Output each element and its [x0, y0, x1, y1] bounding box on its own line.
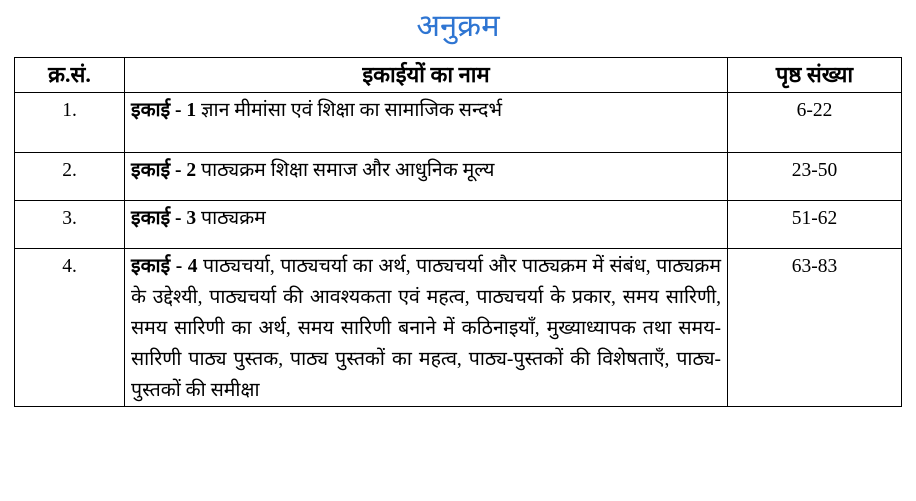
unit-title: ज्ञान मीमांसा एवं शिक्षा का सामाजिक सन्दर्भ — [201, 100, 503, 121]
table-row — [15, 201, 902, 249]
page-range: 6-22 — [728, 93, 902, 153]
header-page-number: पृष्ठ संख्या — [728, 58, 902, 93]
page-range: 51-62 — [728, 201, 902, 249]
header-unit-name: इकाईयों का नाम — [125, 58, 728, 93]
unit-description — [125, 93, 728, 153]
unit-label: इकाई - 3 — [131, 208, 197, 229]
header-serial-number: क्र.सं. — [15, 58, 125, 93]
serial-number: 1. — [15, 93, 125, 153]
page-range: 23-50 — [728, 153, 902, 201]
unit-label: इकाई - 4 — [131, 256, 198, 277]
unit-title: पाठ्यचर्या, पाठ्यचर्या का अर्थ, पाठ्यचर्या और पाठ्यक्रम में संबंध, पाठ्यक्रम के उद्देश्यी, पाठ्यचर्या की आवश्यकता एवं महत्व, पाठ्यचर्या के प्रकार, समय सारिणी, समय सारिणी का अर्थ, समय सारिणी बनाने में कठिनाइयाँ, मुख्याध्यापक तथा समय-सारिणी पाठ्य पुस्तक, पाठ्य पुस्तकों का महत्व, पाठ्य-पुस्तकों की विशेषताएँ, पाठ्य-पुस्तकों की समीक्षा — [131, 256, 722, 401]
unit-label: इकाई - 2 — [131, 160, 197, 181]
unit-description — [125, 249, 728, 407]
table-row — [15, 93, 902, 153]
page-range: 63-83 — [728, 249, 902, 407]
unit-description — [125, 201, 728, 249]
unit-label: इकाई - 1 — [131, 100, 197, 121]
serial-number: 4. — [15, 249, 125, 407]
unit-title: पाठ्यक्रम शिक्षा समाज और आधुनिक मूल्य — [201, 160, 495, 181]
table-row — [15, 153, 902, 201]
table-header-row — [15, 58, 902, 93]
serial-number: 3. — [15, 201, 125, 249]
page-title: अनुक्रम — [416, 8, 500, 43]
unit-title: पाठ्यक्रम — [201, 208, 266, 229]
serial-number: 2. — [15, 153, 125, 201]
unit-description — [125, 153, 728, 201]
table-row — [15, 249, 902, 407]
contents-table — [14, 57, 902, 407]
